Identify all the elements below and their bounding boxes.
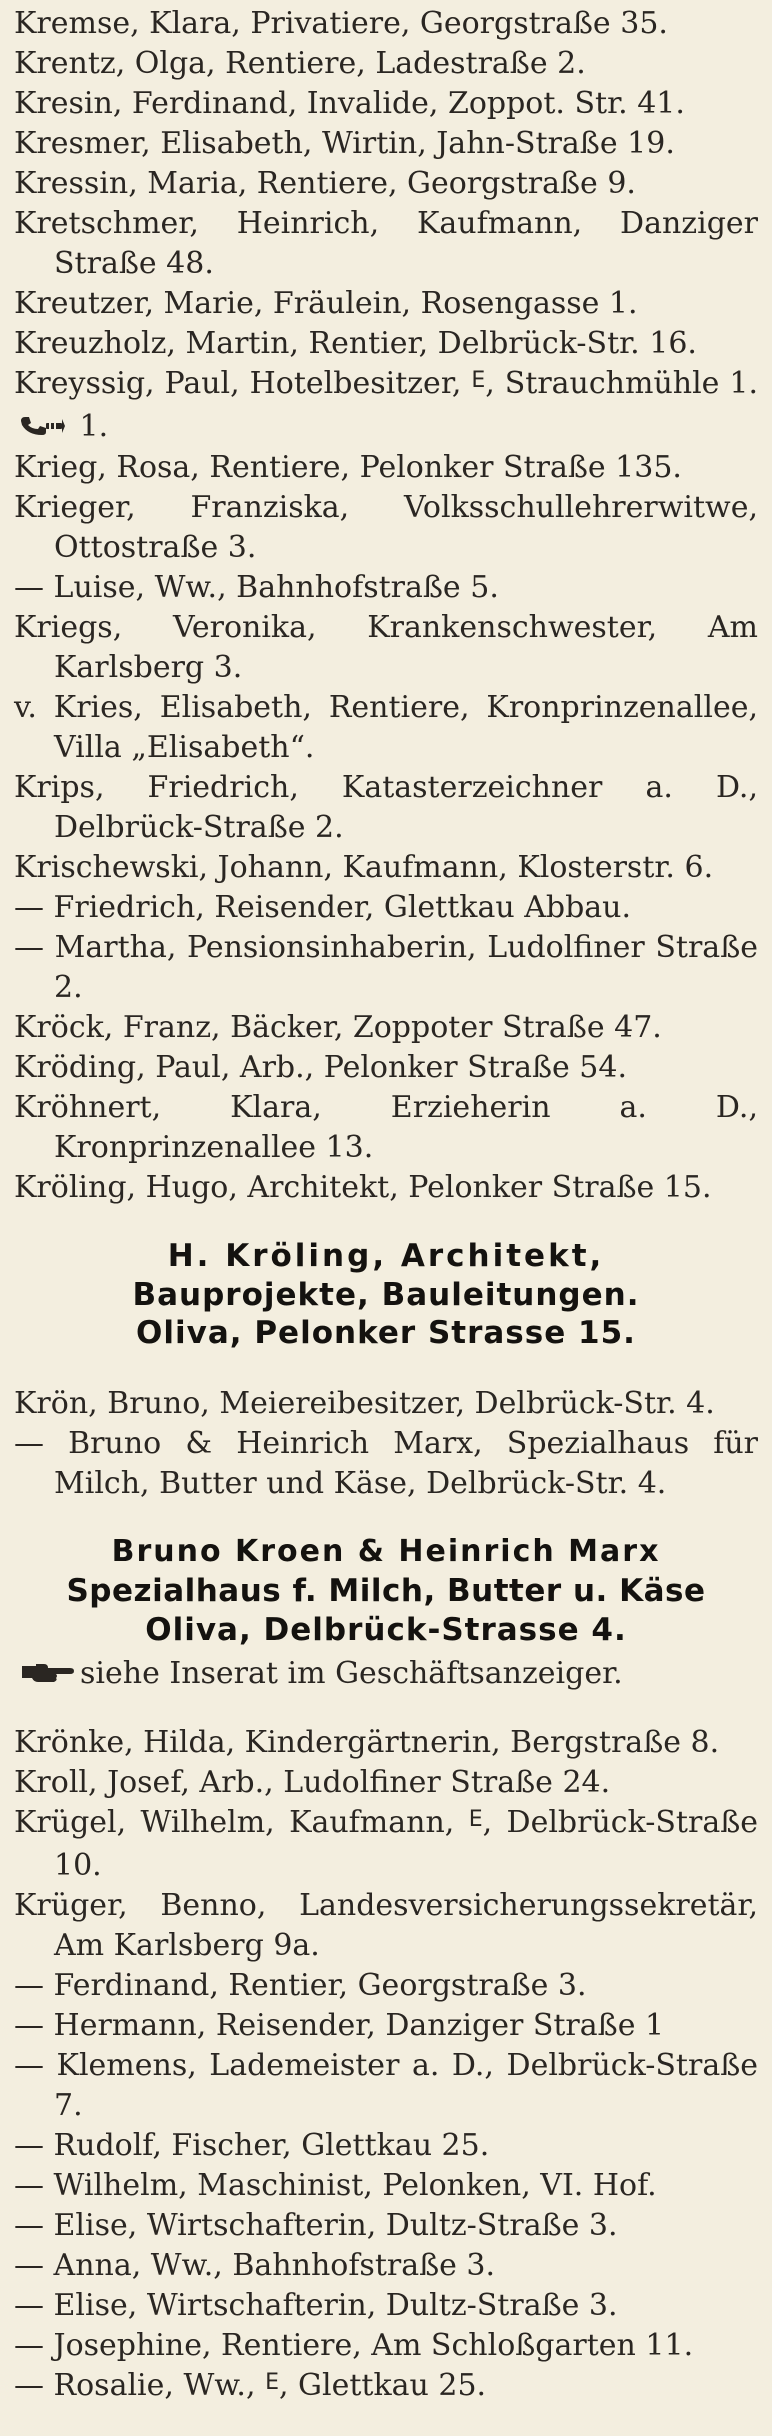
entry-text: , Glettkau 25. xyxy=(278,2368,487,2403)
phone-number: 1. xyxy=(79,409,109,444)
directory-entry-kreuzholz: Kreuzholz, Martin, Rentier, Delbrück-Str. 16. xyxy=(14,326,697,361)
entries-block-d xyxy=(14,1723,758,1803)
directory-entry-krueger-ferdinand: — Ferdinand, Rentier, Georgstraße 3. xyxy=(14,1968,587,2003)
directory-entry-krueger-rosalie xyxy=(14,2366,758,2409)
directory-entry-kroeck: Kröck, Franz, Bäcker, Zoppoter Straße 47. xyxy=(14,1010,662,1045)
electricity-mark: E xyxy=(468,1807,483,1832)
directory-entry-kruegel xyxy=(14,1803,758,1886)
entries-block-b xyxy=(14,448,758,1208)
directory-entry-krentz: Krentz, Olga, Rentiere, Ladestraße 2. xyxy=(14,46,586,81)
directory-entry-krueger-klemens: — Klemens, Lademeister a. D., Delbrück-Straße 7. xyxy=(14,2048,758,2123)
directory-entry-kroll: Kroll, Josef, Arb., Ludolfiner Straße 24. xyxy=(14,1765,611,1800)
electricity-mark: E xyxy=(471,368,486,393)
ad-line-3: Oliva, Delbrück-Strasse 4. xyxy=(145,1612,627,1648)
directory-entry-krischewski-friedrich: — Friedrich, Reisender, Glettkau Abbau. xyxy=(14,890,632,925)
directory-entry-krieger-luise: — Luise, Ww., Bahnhofstraße 5. xyxy=(14,570,499,605)
ad-line-1: Bruno Kroen & Heinrich Marx xyxy=(111,1534,661,1569)
directory-entry-krips: Krips, Friedrich, Katasterzeichner a. D., Delbrück-Straße 2. xyxy=(14,770,758,845)
directory-entry-krueger-elise-2: — Elise, Wirtschafterin, Dultz-Straße 3. xyxy=(14,2288,618,2323)
directory-entry-krueger-rudolf: — Rudolf, Fischer, Glettkau 25. xyxy=(14,2128,490,2163)
directory-entry-krueger-hermann: — Hermann, Reisender, Danziger Straße 1 xyxy=(14,2008,665,2043)
electricity-mark: E xyxy=(265,2370,279,2395)
directory-entry-kreyssig xyxy=(14,364,758,448)
directory-entry-kroen-marx: — Bruno & Heinrich Marx, Spezialhaus für Milch, Butter und Käse, Delbrück-Str. 4. xyxy=(14,1426,758,1501)
directory-entry-krieg: Krieg, Rosa, Rentiere, Pelonker Straße 135. xyxy=(14,450,682,485)
directory-entry-krischewski-martha: — Martha, Pensionsinhaberin, Ludolfiner Straße 2. xyxy=(14,930,758,1005)
entry-text: , Strauchmühle 1. xyxy=(485,366,758,401)
directory-entry-kriegs: Kriegs, Veronika, Krankenschwester, Am Karlsberg 3. xyxy=(14,610,758,685)
directory-entry-krischewski-johann: Krischewski, Johann, Kaufmann, Klosterstr. 6. xyxy=(14,850,714,885)
entry-text: Krügel, Wilhelm, Kaufmann, xyxy=(14,1805,455,1840)
directory-entry-kressin: Kressin, Maria, Rentiere, Georgstraße 9. xyxy=(14,166,636,201)
directory-entry-kresin: Kresin, Ferdinand, Invalide, Zoppot. Str. 41. xyxy=(14,86,685,121)
directory-entry-kries: v. Kries, Elisabeth, Rentiere, Kronprinzenallee, Villa „Elisabeth“. xyxy=(14,690,758,765)
ad-line-1: H. Kröling, Architekt, xyxy=(167,1238,605,1274)
ad-line-3: Oliva, Pelonker Strasse 15. xyxy=(136,1315,636,1351)
ad-reference-text: siehe Inserat im Geschäftsanzeiger. xyxy=(80,1656,623,1691)
entries-block-e xyxy=(14,1886,758,2366)
entry-text: , Delbrück-Straße 10. xyxy=(54,1805,759,1883)
directory-entry-kroeding: Kröding, Paul, Arb., Pelonker Straße 54. xyxy=(14,1050,627,1085)
directory-entry-kroenke: Krönke, Hilda, Kindergärtnerin, Bergstraße 8. xyxy=(14,1725,720,1760)
directory-entry-kroeling: Kröling, Hugo, Architekt, Pelonker Straße 15. xyxy=(14,1170,712,1205)
advertisement-kroeling xyxy=(14,1208,758,1384)
directory-entry-krueger-anna: — Anna, Ww., Bahnhofstraße 3. xyxy=(14,2248,496,2283)
directory-entry-kreutzer: Kreutzer, Marie, Fräulein, Rosengasse 1. xyxy=(14,286,638,321)
directory-entry-kresmer: Kresmer, Elisabeth, Wirtin, Jahn-Straße 19. xyxy=(14,126,675,161)
telephone-icon xyxy=(58,408,66,448)
entries-block-a xyxy=(14,4,758,364)
directory-entry-kroen-bruno: Krön, Bruno, Meiereibesitzer, Delbrück-Str. 4. xyxy=(14,1386,715,1421)
directory-entry-kretschmer: Kretschmer, Heinrich, Kaufmann, Danziger Straße 48. xyxy=(14,206,758,281)
entries-block-c xyxy=(14,1384,758,1504)
advertisement-kroen-marx xyxy=(14,1504,758,1650)
ad-reference xyxy=(14,1650,758,1699)
directory-entry-krueger-elise-1: — Elise, Wirtschafterin, Dultz-Straße 3. xyxy=(14,2208,618,2243)
ad-line-2: Spezialhaus f. Milch, Butter u. Käse xyxy=(66,1573,706,1609)
entry-text: Kreyssig, Paul, Hotelbesitzer, xyxy=(14,366,462,401)
directory-entry-krueger-benno: Krüger, Benno, Landesversicherungssekretär, Am Karlsberg 9a. xyxy=(14,1888,758,1963)
ad-line-2: Bauprojekte, Bauleitungen. xyxy=(132,1277,640,1313)
directory-entry-krieger-franziska: Krieger, Franziska, Volksschullehrerwitwe, Ottostraße 3. xyxy=(14,490,758,565)
directory-entry-kroehnert: Kröhnert, Klara, Erzieherin a. D., Kronprinzenallee 13. xyxy=(14,1090,758,1165)
pointing-hand-icon xyxy=(60,1651,76,1699)
entry-text: — Rosalie, Ww., xyxy=(14,2368,256,2403)
directory-entry-krueger-josephine: — Josephine, Rentiere, Am Schloßgarten 11. xyxy=(14,2328,694,2363)
directory-entry-kremse: Kremse, Klara, Privatiere, Georgstraße 35. xyxy=(14,6,668,41)
directory-entry-krueger-wilhelm: — Wilhelm, Maschinist, Pelonken, VI. Hof. xyxy=(14,2168,657,2203)
